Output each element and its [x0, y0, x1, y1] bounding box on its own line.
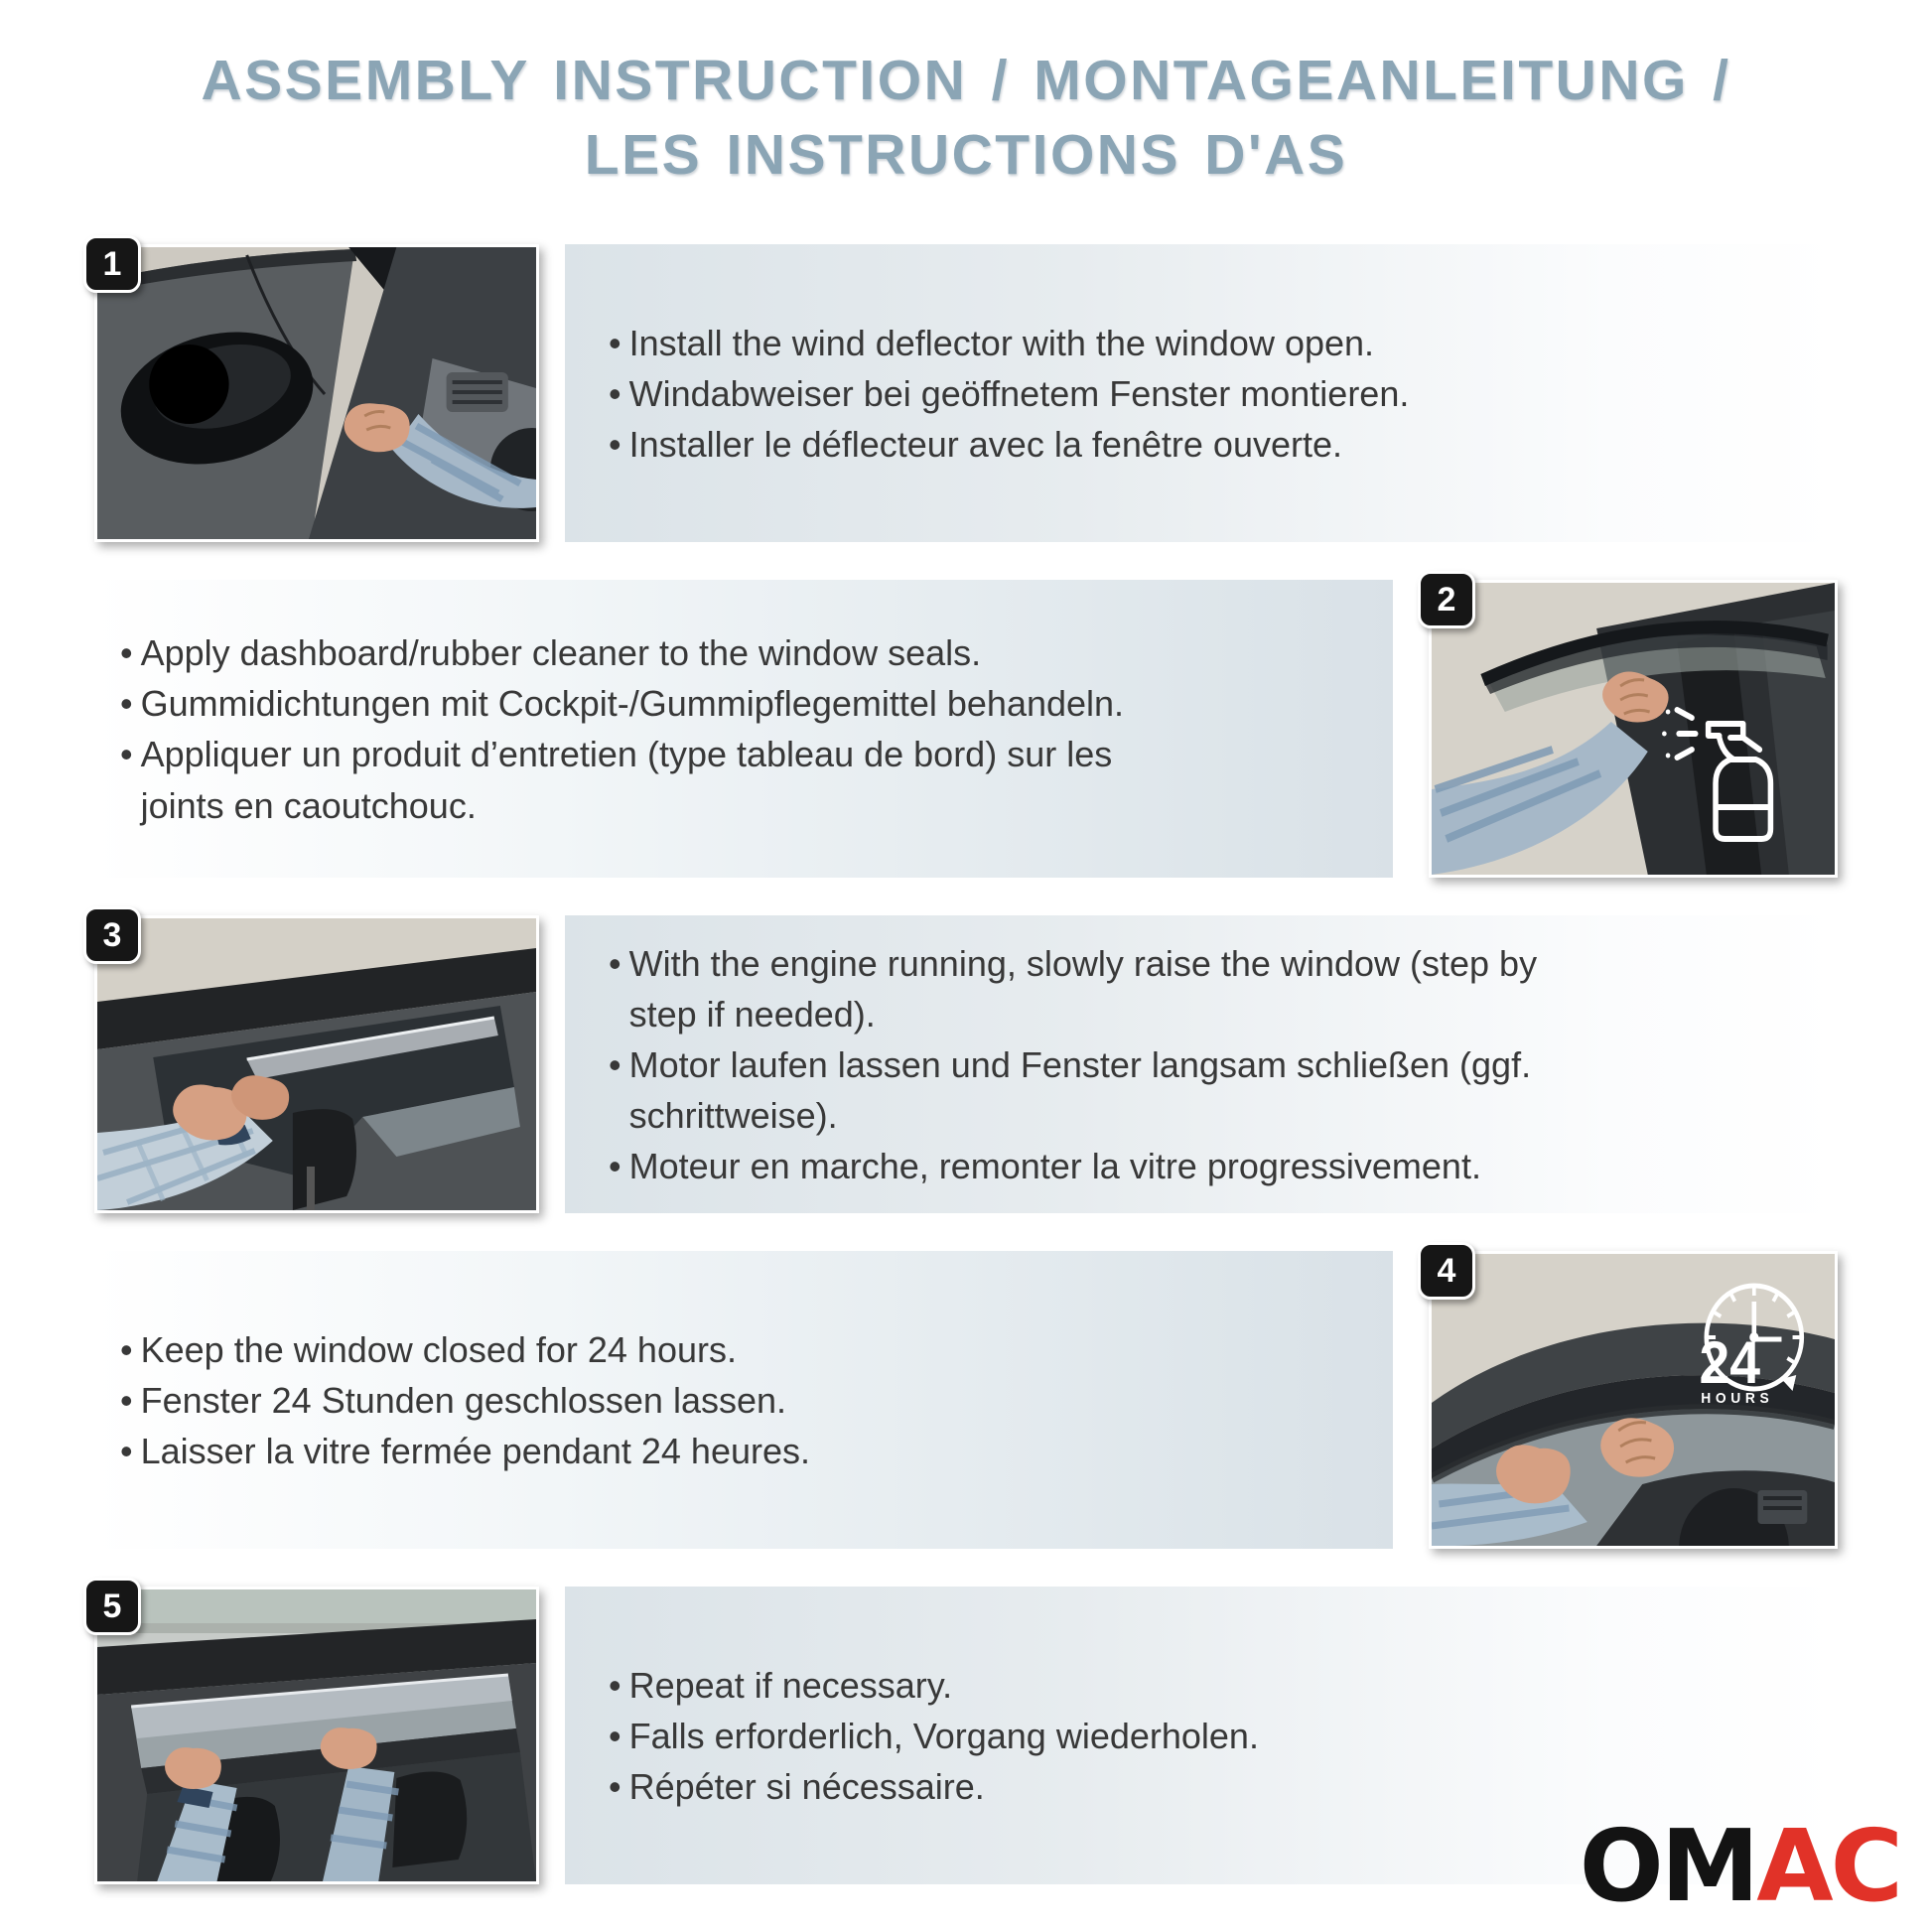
bullet-marker: • [609, 1146, 621, 1187]
bullet-marker: • [120, 683, 133, 725]
bullet-text-fr: Laisser la vitre fermée pendant 24 heures. [140, 1431, 810, 1472]
step-4-bullets [120, 1324, 810, 1476]
step-2-bullets [120, 627, 1125, 830]
page-title-line1: ASSEMBLY INSTRUCTION / MONTAGEANLEITUNG / [201, 49, 1731, 112]
bullet-marker: • [609, 1715, 621, 1756]
step-3-photo-illustration [97, 918, 536, 1210]
bullet-item [609, 419, 1409, 470]
bullet-item [120, 627, 1125, 678]
bullet-item [609, 938, 1550, 1039]
step-4-instructions-panel [94, 1251, 1393, 1549]
bullet-item [609, 368, 1409, 419]
bullet-item [120, 1426, 810, 1476]
bullet-text-de: Motor laufen lassen und Fenster langsam schließen (ggf. schrittweise). [628, 1043, 1532, 1137]
bullet-marker: • [120, 1379, 133, 1421]
steps-list [94, 244, 1838, 1884]
step-badge: 3 [83, 906, 141, 964]
bullet-item [609, 1761, 1259, 1812]
bullet-marker: • [609, 942, 621, 984]
bullet-marker: • [609, 1664, 621, 1706]
bullet-text-de: Gummidichtungen mit Cockpit-/Gummipflegemittel behandeln. [140, 683, 1125, 725]
bullet-marker: • [609, 1043, 621, 1085]
bullet-item [120, 1324, 810, 1375]
bullet-marker: • [609, 322, 621, 363]
bullet-marker: • [120, 734, 133, 775]
step-2-instructions-panel [94, 580, 1393, 878]
bullet-text-de: Fenster 24 Stunden geschlossen lassen. [140, 1379, 787, 1421]
step-1-bullets [609, 318, 1409, 470]
bullet-marker: • [609, 1766, 621, 1808]
step-2-photo [1429, 580, 1838, 878]
step-1-photo-illustration [97, 247, 536, 539]
bullet-item [609, 318, 1409, 368]
bullet-text-en: Apply dashboard/rubber cleaner to the window seals. [140, 632, 982, 674]
step-5-photo [94, 1587, 539, 1884]
step-badge: 2 [1418, 571, 1475, 628]
bullet-text-en: Keep the window closed for 24 hours. [140, 1328, 737, 1370]
omac-logo-black-part: OM [1579, 1808, 1757, 1924]
bullet-text-fr: Installer le déflecteur avec la fenêtre ouverte. [628, 424, 1343, 466]
bullet-text-en: With the engine running, slowly raise the window (step by step if needed). [628, 942, 1538, 1035]
omac-logo [1579, 1808, 1900, 1924]
step-5-photo-illustration [97, 1589, 536, 1881]
bullet-text-de: Windabweiser bei geöffnetem Fenster montieren. [628, 372, 1410, 414]
bullet-marker: • [120, 1328, 133, 1370]
page-title [94, 44, 1838, 193]
bullet-marker: • [609, 424, 621, 466]
step-2-photo-illustration [1432, 583, 1835, 875]
bullet-item [120, 1375, 810, 1426]
step-3-photo [94, 915, 539, 1213]
clock-hours-label: HOURS [1701, 1390, 1774, 1408]
step-5-bullets [609, 1660, 1259, 1812]
step-row-1 [94, 244, 1838, 542]
step-row-3 [94, 915, 1838, 1213]
step-4-photo [1429, 1251, 1838, 1549]
page-title-line2: LES INSTRUCTIONS D'AS [584, 123, 1348, 188]
bullet-item [609, 1039, 1550, 1141]
step-1-photo [94, 244, 539, 542]
bullet-marker: • [120, 632, 133, 674]
bullet-text-fr: Appliquer un produit d’entretien (type tableau de bord) sur les joints en caoutchouc. [140, 734, 1113, 826]
bullet-marker: • [120, 1431, 133, 1472]
bullet-text-fr: Moteur en marche, remonter la vitre progressivement. [628, 1146, 1481, 1187]
step-badge: 1 [83, 235, 141, 293]
clock-24-value: 24 [1699, 1330, 1761, 1397]
bullet-item [120, 678, 1125, 729]
bullet-item [120, 729, 1125, 830]
step-row-4 [94, 1251, 1838, 1549]
step-4-photo-illustration [1432, 1254, 1835, 1546]
step-row-2 [94, 580, 1838, 878]
step-badge: 5 [83, 1578, 141, 1635]
bullet-text-de: Falls erforderlich, Vorgang wiederholen. [628, 1715, 1259, 1756]
bullet-item [609, 1141, 1550, 1191]
bullet-item [609, 1660, 1259, 1711]
bullet-marker: • [609, 372, 621, 414]
bullet-text-en: Repeat if necessary. [628, 1664, 953, 1706]
step-1-instructions-panel [565, 244, 1838, 542]
step-3-bullets [609, 938, 1550, 1192]
step-3-instructions-panel [565, 915, 1838, 1213]
bullet-item [609, 1711, 1259, 1761]
step-badge: 4 [1418, 1242, 1475, 1300]
bullet-text-fr: Répéter si nécessaire. [628, 1766, 985, 1808]
omac-logo-red-part: AC [1756, 1808, 1900, 1924]
step-row-5 [94, 1587, 1838, 1884]
bullet-text-en: Install the wind deflector with the window open. [628, 322, 1375, 363]
